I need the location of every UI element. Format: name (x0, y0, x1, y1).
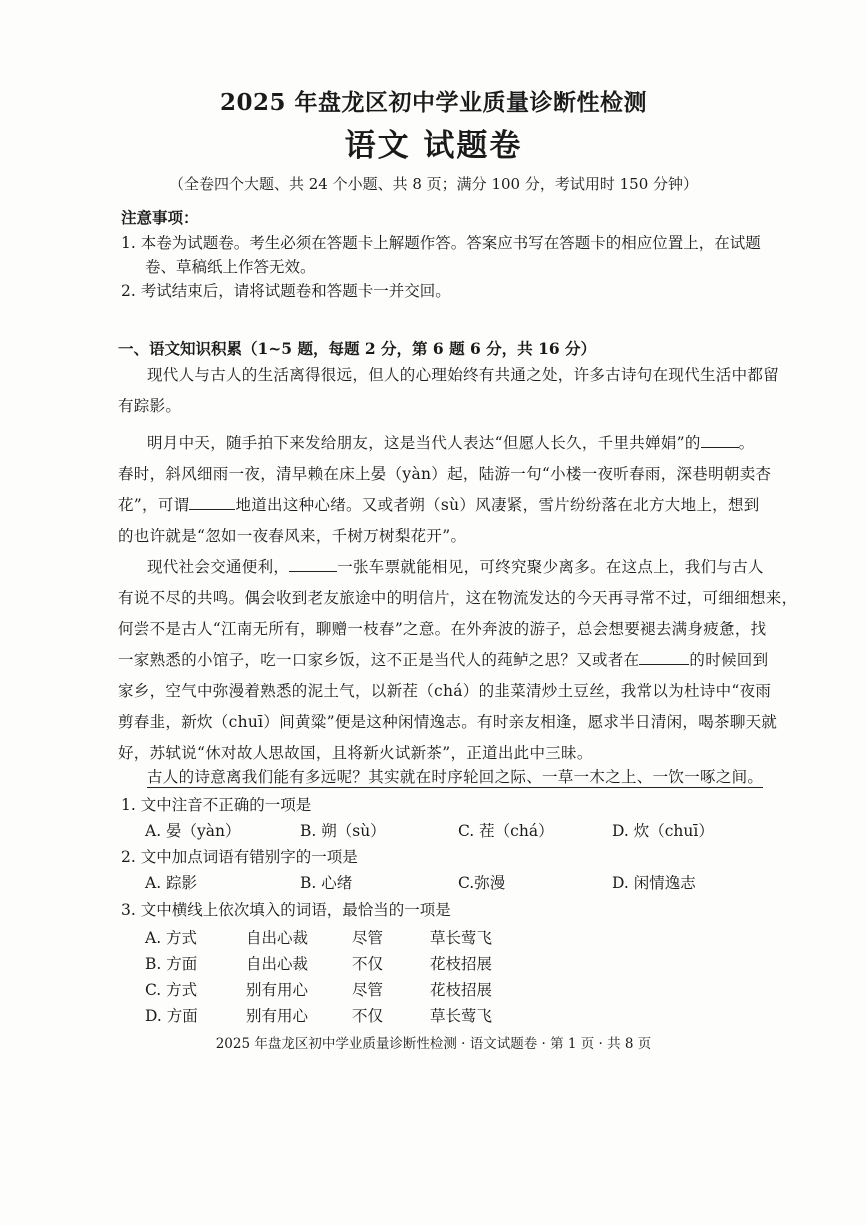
passage-underlined-line: 古人的诗意离我们能有多远呢？其实就在时序轮回之际、一草一木之上、一饮一啄之间。 (147, 768, 764, 786)
blank-1 (701, 432, 739, 448)
subject-title: 语文 试题卷 (344, 128, 523, 164)
blank-2 (189, 494, 235, 510)
q2-option-c: C.弥漫 (458, 874, 506, 892)
q1-option-a: A. 晏（yàn） (145, 822, 241, 840)
q3-row-c-col2: 别有用心 (246, 981, 309, 999)
question-2-stem: 2. 文中加点词语有错别字的一项是 (121, 848, 358, 866)
passage-line: 一家熟悉的小馆子，吃一口家乡饭，这不正是当代人的莼鲈之思？又或者在 的时候回到 (118, 651, 769, 669)
q1-option-b: B. 朔（sù） (300, 822, 386, 840)
q1-option-c: C. 茬（chá） (458, 822, 554, 840)
q3-row-d-col4: 草长莺飞 (430, 1007, 493, 1025)
blank-3 (289, 556, 337, 572)
passage-line: 家乡，空气中弥漫着熟悉的泥土气，以新茬（chá）的韭菜清炒土豆丝，我常以为杜诗中“夜雨 (118, 682, 772, 700)
exam-info: （全卷四个大题、共 24 个小题、共 8 页；满分 100 分，考试用时 150 分钟） (168, 175, 699, 193)
passage-line: 的也许就是“忽如一夜春风来，千树万树梨花开”。 (118, 527, 467, 545)
passage-line: 剪春韭，新炊（chuī）间黄粱”便是这种闲情逸志。有时亲友相逢，愿求半日清闲，喝茶聊天就 (118, 713, 778, 731)
q3-row-a-col2: 自出心裁 (246, 929, 309, 947)
q2-option-d: D. 闲情逸志 (612, 874, 696, 892)
blank-4 (639, 649, 689, 665)
q3-row-a-col3: 尽管 (352, 929, 384, 947)
passage-line: 何尝不是古人“江南无所有，聊赠一枝春”之意。在外奔波的游子，总会想要褪去满身疲惫，找 (118, 620, 767, 638)
q3-row-a-col4: 草长莺飞 (430, 929, 493, 947)
q1-option-d: D. 炊（chuī） (612, 822, 714, 840)
passage-line: 明月中天，随手拍下来发给朋友，这是当代人表达“但愿人长久，千里共婵娟”的 。 (147, 434, 755, 452)
q3-row-d-col2: 别有用心 (246, 1007, 309, 1025)
q3-row-c-col4: 花枝招展 (430, 981, 493, 999)
passage-line: 好，苏轼说“休对故人思故国，且将新火试新茶”，正道出此中三昧。 (118, 744, 593, 762)
q3-row-c-col1: C. 方式 (145, 981, 198, 999)
q3-row-b-col2: 自出心裁 (246, 955, 309, 973)
question-1-stem: 1. 文中注音不正确的一项是 (121, 796, 312, 814)
passage-line: 有踪影。 (118, 397, 182, 415)
passage-line: 春时，斜风细雨一夜，清早赖在床上晏（yàn）起，陆游一句“小楼一夜听春雨，深巷明朝卖杏 (118, 465, 772, 483)
q3-row-c-col3: 尽管 (352, 981, 384, 999)
q3-row-b-col3: 不仅 (352, 955, 384, 973)
passage-line: 花”，可谓 地道出这种心绪。又或者朔（sù）风凄紧，雪片纷纷落在北方大地上，想到 (118, 496, 760, 514)
notice-item-1: 1. 本卷为试题卷。考生必须在答题卡上解题作答。答案应书写在答题卡的相应位置上，在试题 (121, 234, 761, 252)
passage-line: 现代社会交通便利， 一张车票就能相见，可终究聚少离多。在这点上，我们与古人 (147, 558, 764, 576)
question-3-stem: 3. 文中横线上依次填入的词语，最恰当的一项是 (121, 901, 451, 919)
notice-item-2: 2. 考试结束后，请将试题卷和答题卡一并交回。 (121, 282, 451, 300)
q3-row-d-col3: 不仅 (352, 1007, 384, 1025)
passage-line: 有说不尽的共鸣。偶会收到老友旅途中的明信片，这在物流发达的今天再寻常不过，可细细想来， (118, 589, 798, 607)
q2-option-a: A. 踪影 (145, 874, 198, 892)
section-1-heading: 一、语文知识积累（1~5 题，每题 2 分，第 6 题 6 分，共 16 分） (118, 339, 597, 358)
page-footer: 2025 年盘龙区初中学业质量诊断性检测 · 语文试题卷 · 第 1 页 · 共 8 页 (215, 1036, 652, 1052)
q3-row-b-col4: 花枝招展 (430, 955, 493, 973)
q2-option-b: B. 心绪 (300, 874, 353, 892)
notice-item-1-cont: 卷、草稿纸上作答无效。 (145, 258, 316, 276)
notice-heading: 注意事项： (121, 208, 199, 227)
q3-row-d-col1: D. 方面 (145, 1007, 198, 1025)
exam-title: 2025 年盘龙区初中学业质量诊断性检测 (219, 89, 648, 116)
passage-line: 现代人与古人的生活离得很远，但人的心理始终有共通之处，许多古诗句在现代生活中都留 (147, 366, 780, 384)
q3-row-b-col1: B. 方面 (145, 955, 198, 973)
q3-row-a-col1: A. 方式 (145, 929, 198, 947)
